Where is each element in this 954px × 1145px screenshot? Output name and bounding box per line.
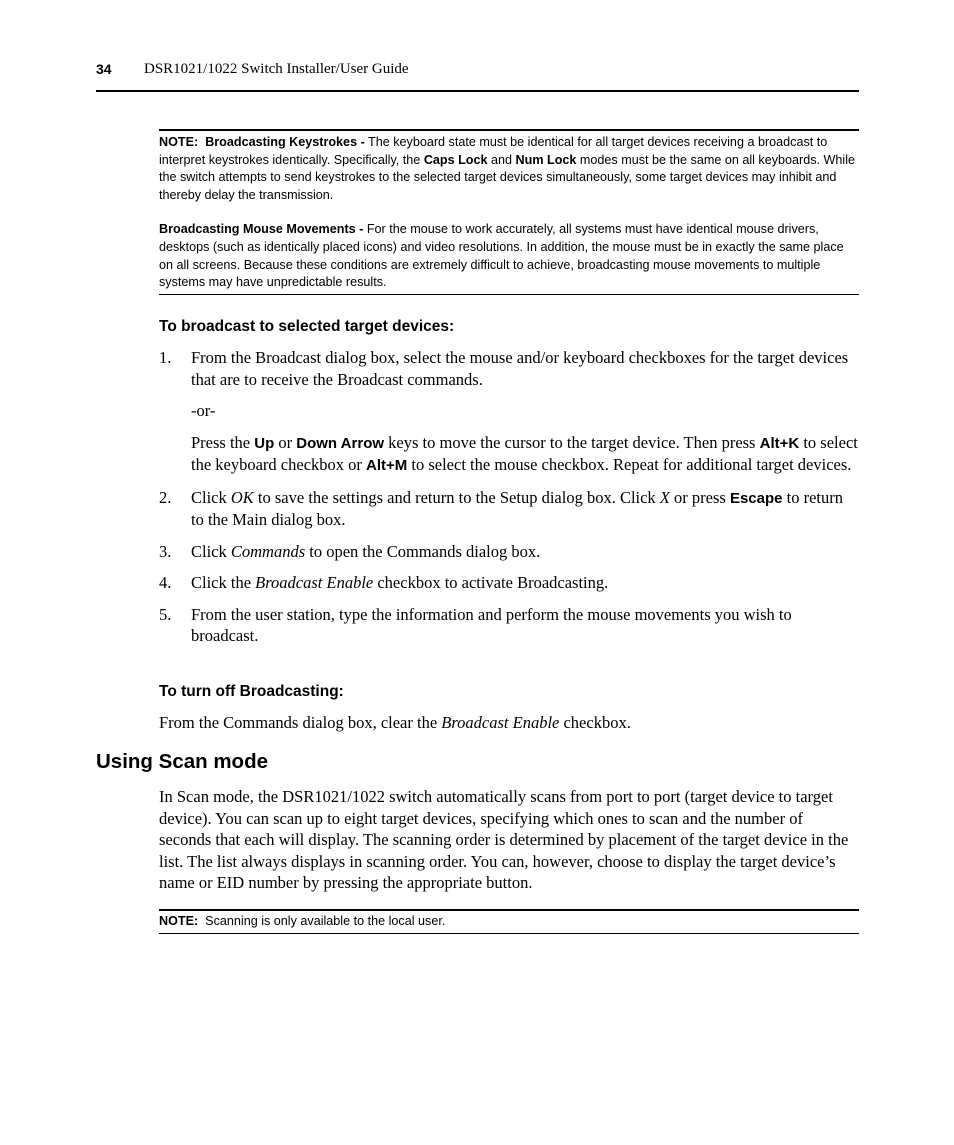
guide-title: DSR1021/1022 Switch Installer/User Guide [144,61,409,77]
scan-section-heading: Using Scan mode [96,750,269,773]
step-4 [159,572,859,594]
escape-key: Escape [729,489,783,507]
step-3 [159,541,859,563]
step-5-text: From the user station, type the information and perform the mouse movements you wish to broadcast. [191,604,792,645]
broadcast-note [159,129,859,295]
down-arrow-key: Down Arrow [296,434,385,452]
keystrokes-note-title: Broadcasting Keystrokes - [205,135,365,149]
step-5 [159,604,859,647]
mouse-note-text: For the mouse to work accurately, all systems must have identical mouse drivers, desktops (such as identically placed icons) and video resolutions. In addition, the mouse must be in exactly the same place on all screens. Because these conditions are extremely difficult to achieve, broadcasting mouse movements to multiple systems may have unpredictable results. [159,222,844,290]
step-number: 3. [159,541,172,561]
alt-k-key: Alt+K [759,434,800,452]
step-1 [159,347,859,477]
keystrokes-note-text-continued: modes must be the same on all keyboards. While the switch attempts to send keystrokes to the selected target devices simultaneously, some target devices may inhibit and thereby delay the transmission. [159,152,856,202]
scan-note [159,909,859,934]
step-1-alternative: Press the Up or Down Arrow keys to move the cursor to the target device. Then press Alt+K to select the keyboard checkbox or Alt+M to select the mouse checkbox. Repeat for additional target devices. [191,432,858,474]
step-number: 5. [159,604,172,624]
x-term: X [659,487,670,507]
keystrokes-note-paragraph [159,134,859,204]
turnoff-text: From the Commands dialog box, clear the Broadcast Enable checkbox. [159,713,631,732]
step-1-or: -or- [191,401,216,420]
scan-note-paragraph [159,913,859,931]
broadcast-enable-term: Broadcast Enable [441,713,560,732]
step-2-text: Click OK to save the settings and return to the Setup dialog box. Click X or press Escape to return to the Main dialog box. [191,487,843,529]
commands-term: Commands [230,541,306,561]
broadcast-steps-list [159,347,859,647]
keystrokes-note-text: The keyboard state must be identical for all target devices receiving a broadcast to interpret keystrokes identically. Specifically, the [159,135,828,167]
ok-term: OK [230,487,254,507]
step-number: 2. [159,487,172,507]
caps-lock-key: Caps Lock [423,152,488,167]
step-1-text: From the Broadcast dialog box, select the mouse and/or keyboard checkboxes for the target devices that are to receive the Broadcast commands. [191,348,849,389]
note-label: NOTE: [159,135,199,149]
step-2 [159,487,859,531]
mouse-note-title: Broadcasting Mouse Movements - [159,222,364,237]
num-lock-key: Num Lock [515,152,577,167]
alt-m-key: Alt+M [366,457,408,474]
scan-note-text: Scanning is only available to the local user. [198,914,446,928]
step-3-text: Click Commands to open the Commands dialog box. [191,541,541,561]
broadcast-procedure-heading: To broadcast to selected target devices: [159,318,455,335]
step-4-text: Click the Broadcast Enable checkbox to activate Broadcasting. [191,573,609,592]
mouse-note-paragraph [159,221,859,291]
note-conjunction: and [487,152,516,167]
up-key: Up [254,434,275,452]
running-header [96,60,859,92]
step-number: 1. [159,348,172,367]
broadcast-enable-term: Broadcast Enable [255,573,374,592]
turnoff-procedure-heading: To turn off Broadcasting: [159,683,344,700]
scan-section-body: In Scan mode, the DSR1021/1022 switch automatically scans from port to port (target device to target device). You can scan up to eight target devices, specifying which ones to scan and the number of seconds that each will display. The scanning order is determined by placement of the target device in the list. The list always displays in scanning order. You can, however, choose to display the target device’s name or EID number by pressing the appropriate button. [159,787,849,892]
note-label: NOTE: [159,914,199,928]
step-number: 4. [159,573,172,592]
page-number: 34 [96,61,112,77]
